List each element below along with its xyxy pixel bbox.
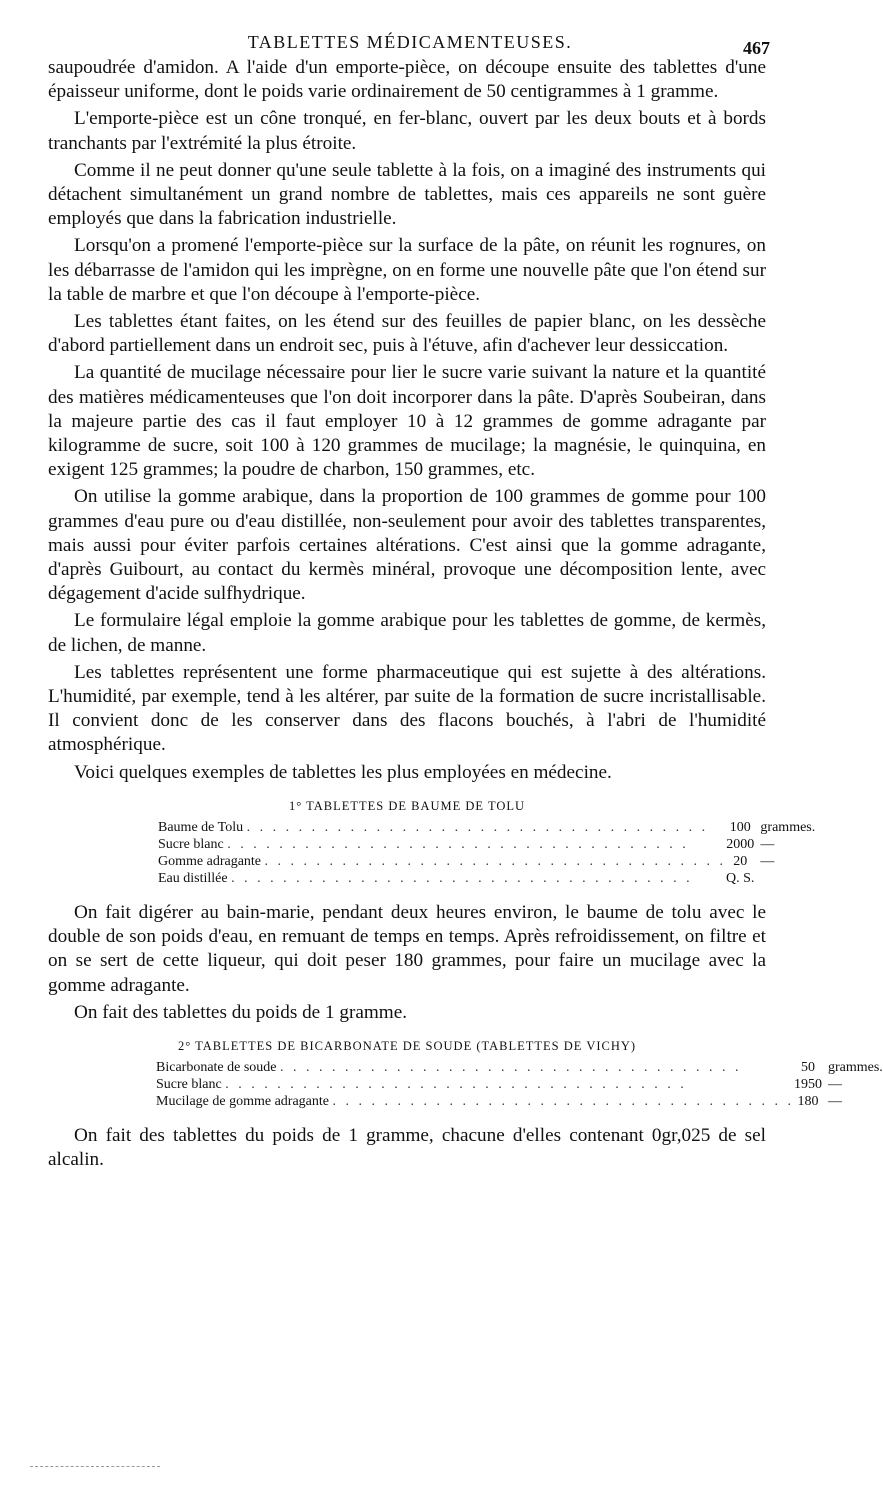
body-text bbox=[48, 56, 883, 1172]
ingredient-quantity: 100 bbox=[729, 819, 751, 835]
formula-row bbox=[156, 1093, 883, 1110]
formula-row bbox=[156, 1076, 883, 1093]
ingredient-name: Eau distillée bbox=[158, 870, 228, 886]
dot-leader: . . . . . . . . . . . . . . . . . . . . . . . . . . . . . . . . . . . . bbox=[231, 870, 693, 886]
running-title: TABLETTES MÉDICAMENTEUSES. bbox=[247, 32, 573, 52]
ingredient-name: Sucre blanc bbox=[158, 836, 224, 852]
formula-title: 1° TABLETTES DE BAUME DE TOLU bbox=[288, 798, 526, 813]
paragraph: Lorsqu'on a promené l'emporte-pièce sur la surface de la pâte, on réunit les rognures, on les débarrasse de l'amidon qui les imprègne, on en forme une nouvelle pâte que l'on étend sur la table de marbre et que l'on découpe à l'emporte-pièce. bbox=[48, 235, 766, 305]
paragraph: Voici quelques exemples de tablettes les plus employées en médecine. bbox=[74, 761, 612, 783]
ingredient-unit: — bbox=[760, 853, 775, 869]
paragraph: Les tablettes représentent une forme pharmaceutique qui est sujette à des altérations. L'humidité, par exemple, tend à les altérer, par suite de la formation de sucre incristallisable. Il convient donc de les conserver dans des flacons bouchés, à l'abri de l'humidité atmosphérique. bbox=[48, 661, 766, 756]
paragraph: On fait des tablettes du poids de 1 gramme. bbox=[74, 1001, 408, 1023]
running-head bbox=[50, 30, 770, 56]
ingredient-quantity: 180 bbox=[797, 1093, 819, 1109]
paragraph: Comme il ne peut donner qu'une seule tablette à la fois, on a imaginé des instruments qui détachent simultanément un grand nombre de tablettes, mais ces appareils ne sont guère employés que dans la fabrication industrielle. bbox=[48, 159, 766, 230]
ingredient-quantity: 50 bbox=[800, 1059, 815, 1075]
dot-leader: . . . . . . . . . . . . . . . . . . . . . . . . . . . . . . . . . . . . bbox=[246, 819, 709, 835]
ingredient-quantity: Q. S. bbox=[726, 870, 755, 886]
formula-row bbox=[158, 853, 815, 870]
ingredient-quantity: 2000 bbox=[726, 836, 755, 852]
dot-leader: . . . . . . . . . . . . . . . . . . . . . . . . . . . . . . . . . . . . bbox=[264, 853, 727, 869]
dot-leader: . . . . . . . . . . . . . . . . . . . . . . . . . . . . . . . . . . . . bbox=[332, 1093, 794, 1109]
dot-leader: . . . . . . . . . . . . . . . . . . . . . . . . . . . . . . . . . . . . bbox=[280, 1059, 742, 1075]
ingredient-unit: — bbox=[827, 1076, 842, 1092]
ingredient-unit: — bbox=[827, 1093, 842, 1109]
ingredient-quantity: 20 bbox=[733, 853, 748, 869]
ingredient-name: Gomme adragante bbox=[158, 853, 262, 869]
formula-row bbox=[158, 870, 815, 887]
ingredient-unit: — bbox=[760, 836, 775, 852]
formula-table bbox=[156, 1059, 883, 1110]
formula-tolu bbox=[48, 797, 816, 887]
page-number: 467 bbox=[743, 38, 770, 58]
dot-leader: . . . . . . . . . . . . . . . . . . . . . . . . . . . . . . . . . . . . bbox=[227, 836, 689, 852]
paragraph: La quantité de mucilage nécessaire pour lier le sucre varie suivant la nature et la quantité des matières médicamenteuses que l'on doit incorporer dans la pâte. D'après Soubeiran, dans la majeure partie des cas il faut employer 10 à 12 grammes de gomme adragante par kilogramme de sucre, soit 100 à 120 grammes de mucilage; la magnésie, le quinquina, en exigent 125 grammes; la poudre de charbon, 150 grammes, etc. bbox=[48, 362, 766, 481]
paragraph: Les tablettes étant faites, on les étend sur des feuilles de papier blanc, on les dessèche d'abord partiellement dans un endroit sec, puis à l'étuve, afin d'achever leur dessiccation. bbox=[48, 311, 766, 357]
formula-row bbox=[158, 836, 815, 853]
paragraph: Le formulaire légal emploie la gomme arabique pour les tablettes de gomme, de kermès, de lichen, de manne. bbox=[48, 610, 766, 656]
ingredient-name: Baume de Tolu bbox=[158, 819, 244, 835]
formula-row bbox=[158, 819, 815, 836]
footer-rule bbox=[30, 1466, 160, 1467]
paragraph: saupoudrée d'amidon. A l'aide d'un emporte-pièce, on découpe ensuite des tablettes d'une épaisseur uniforme, dont le poids varie ordinairement de 50 centigrammes à 1 gramme. bbox=[48, 57, 766, 103]
ingredient-name: Sucre blanc bbox=[156, 1076, 222, 1092]
formula-vichy bbox=[48, 1037, 883, 1110]
ingredient-unit: grammes. bbox=[760, 819, 816, 835]
ingredient-unit: grammes. bbox=[827, 1059, 883, 1075]
paragraph: On fait digérer au bain-marie, pendant deux heures environ, le baume de tolu avec le double de son poids d'eau, en remuant de temps en temps. Après refroidissement, on filtre et on se sert de cette liqueur, qui doit peser 180 grammes, pour faire un mucilage avec la gomme adragante. bbox=[48, 901, 766, 996]
paragraph: L'emporte-pièce est un cône tronqué, en fer-blanc, ouvert par les deux bouts et à bords tranchants par l'extrémité la plus étroite. bbox=[48, 108, 766, 154]
ingredient-name: Mucilage de gomme adragante bbox=[156, 1093, 329, 1109]
formula-row bbox=[156, 1059, 883, 1076]
ingredient-quantity: 1950 bbox=[793, 1076, 822, 1092]
formula-table bbox=[158, 819, 815, 887]
dot-leader: . . . . . . . . . . . . . . . . . . . . . . . . . . . . . . . . . . . . bbox=[225, 1076, 687, 1092]
paragraph: On fait des tablettes du poids de 1 gramme, chacune d'elles contenant 0gr,025 de sel alcalin. bbox=[48, 1124, 766, 1171]
formula-title: 2° TABLETTES DE BICARBONATE DE SOUDE (TABLETTES DE VICHY) bbox=[177, 1038, 637, 1053]
paragraph: On utilise la gomme arabique, dans la proportion de 100 grammes de gomme pour 100 grammes d'eau pure ou d'eau distillée, non-seulement pour avoir des tablettes transparentes, mais aussi pour éviter parfois certaines altérations. C'est ainsi que la gomme adragante, d'après Guibourt, au contact du kermès minéral, provoque une décomposition lente, avec dégagement d'acide sulfhydrique. bbox=[48, 486, 766, 605]
ingredient-name: Bicarbonate de soude bbox=[156, 1059, 277, 1075]
ingredient-unit bbox=[754, 870, 815, 887]
